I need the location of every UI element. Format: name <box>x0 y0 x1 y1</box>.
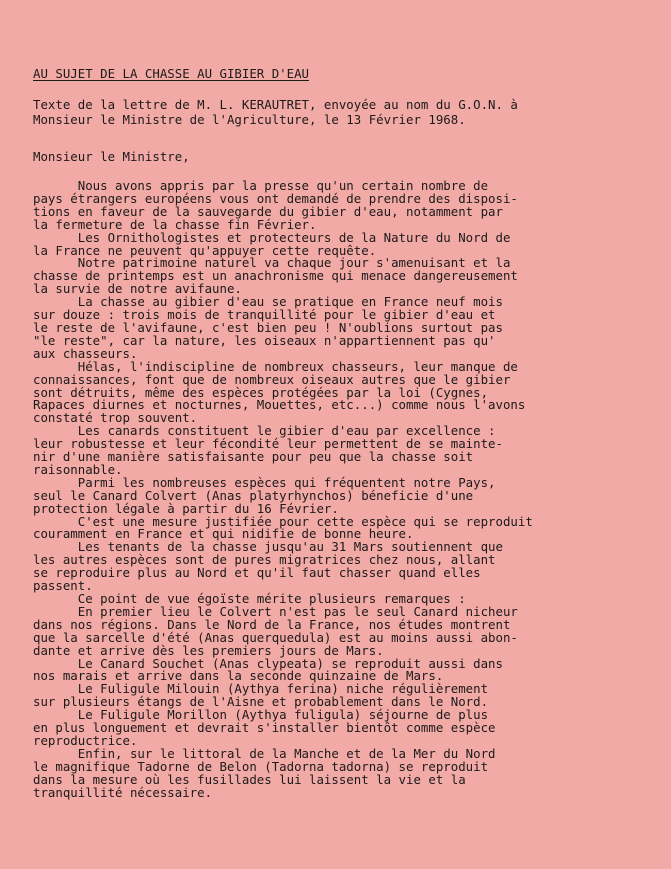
body-line: connaissances, font que de nombreux oiseaux autres que le gibier <box>33 371 511 387</box>
body-line: protection légale à partir du 16 Février. <box>33 500 339 516</box>
body-line: Parmi les nombreuses espèces qui fréquentent notre Pays, <box>33 474 496 490</box>
body-line: Rapaces diurnes et nocturnes, Mouettes, etc...) comme nous l'avons <box>33 397 526 413</box>
intro-line: Monsieur le Ministre de l'Agriculture, le 13 Février 1968. <box>33 111 466 127</box>
body-line: constaté trop souvent. <box>33 410 198 426</box>
body-line: la France ne peuvent qu'appuyer cette requête. <box>33 242 377 258</box>
body-line: Les tenants de la chasse jusqu'au 31 Mars soutiennent que <box>33 539 503 555</box>
body-line: Enfin, sur le littoral de la Manche et de la Mer du Nord <box>33 745 496 761</box>
body-line: La chasse au gibier d'eau se pratique en France neuf mois <box>33 294 503 310</box>
body-line: chasse de printemps est un anachronisme qui menace dangereusement <box>33 268 518 284</box>
body-line: que la sarcelle d'été (Anas querquedula) est au moins aussi abon- <box>33 629 518 645</box>
body-line: Les Ornithologistes et protecteurs de la Nature du Nord de <box>33 229 511 245</box>
body-line: en plus longuement et devrait s'installer bientôt comme espèce <box>33 720 496 736</box>
body-line: Le Canard Souchet (Anas clypeata) se reproduit aussi dans <box>33 655 503 671</box>
body-line: Nous avons appris par la presse qu'un certain nombre de <box>33 178 489 193</box>
body-line: les autres espèces sont de pures migratrices chez nous, allant <box>33 552 496 568</box>
body-line: seul le Canard Colvert (Anas platyrhynchos) béneficie d'une <box>33 487 474 503</box>
body-line: tions en faveur de la sauvegarde du gibier d'eau, notamment par <box>33 203 503 219</box>
body-line: le reste de l'avifaune, c'est bien peu ! N'oublions surtout pas <box>33 319 503 335</box>
body-line: dans la mesure où les fusillades lui laissent la vie et la <box>33 771 466 787</box>
body-line: sur plusieurs étangs de l'Aisne et probablement dans le Nord. <box>33 694 489 710</box>
body-line: "le reste", car la nature, les oiseaux n'appartiennent pas qu' <box>33 332 496 348</box>
body-line: la fermeture de la chasse fin Février. <box>33 216 317 232</box>
intro-paragraph <box>33 98 518 127</box>
salutation-line: Monsieur le Ministre, <box>33 149 190 164</box>
body-line: sont détruits, même des espèces protégées par la loi (Cygnes, <box>33 384 489 400</box>
body-line: En premier lieu le Colvert n'est pas le seul Canard nicheur <box>33 603 518 619</box>
body-line: dans nos régions. Dans le Nord de la France, nos études montrent <box>33 616 511 632</box>
body-line: raisonnable. <box>33 461 123 477</box>
body-line: Ce point de vue égoïste mérite plusieurs remarques : <box>33 591 466 606</box>
body-line: nir d'une manière satisfaisante pour peu que la chasse soit <box>33 449 474 465</box>
body-line: passent. <box>33 578 93 594</box>
body-line: Notre patrimoine naturel va chaque jour s'amenuisant et la <box>33 255 511 271</box>
body-line: nos marais et arrive dans la seconde quinzaine de Mars. <box>33 668 444 684</box>
document-title: AU SUJET DE LA CHASSE AU GIBIER D'EAU <box>33 66 310 81</box>
body-line: reproductrice. <box>33 732 138 748</box>
body-line: dante et arrive dès les premiers jours de Mars. <box>33 642 384 658</box>
body-line: leur robustesse et leur fécondité leur permettent de se mainte- <box>33 436 503 452</box>
body-line: la survie de notre avifaune. <box>33 281 242 297</box>
intro-line: Texte de la lettre de M. L. KERAUTRET, envoyée au nom du G.O.N. à <box>33 97 518 112</box>
body-line: pays étrangers européens vous ont demandé de prendre des disposi- <box>33 190 518 206</box>
body-line: Le Fuligule Morillon (Aythya fuligula) séjourne de plus <box>33 707 489 723</box>
body-line: se reproduire plus au Nord et qu'il faut chasser quand elles <box>33 565 481 581</box>
body-line: Les canards constituent le gibier d'eau par excellence : <box>33 423 496 439</box>
body-line: Hélas, l'indiscipline de nombreux chasseurs, leur manque de <box>33 358 518 374</box>
body-line: Le Fuligule Milouin (Aythya ferina) niche régulièrement <box>33 681 489 697</box>
body-line: aux chasseurs. <box>33 345 138 361</box>
body-line: C'est une mesure justifiée pour cette espèce qui se reproduit <box>33 513 533 529</box>
body-line: tranquillité nécessaire. <box>33 784 213 800</box>
body-line: sur douze : trois mois de tranquillité pour le gibier d'eau et <box>33 307 496 323</box>
body-line: couramment en France et qui nidifie de bonne heure. <box>33 526 414 542</box>
body-line: le magnifique Tadorne de Belon (Tadorna tadorna) se reproduit <box>33 758 489 774</box>
letter-body <box>33 180 533 800</box>
salutation <box>33 150 190 164</box>
